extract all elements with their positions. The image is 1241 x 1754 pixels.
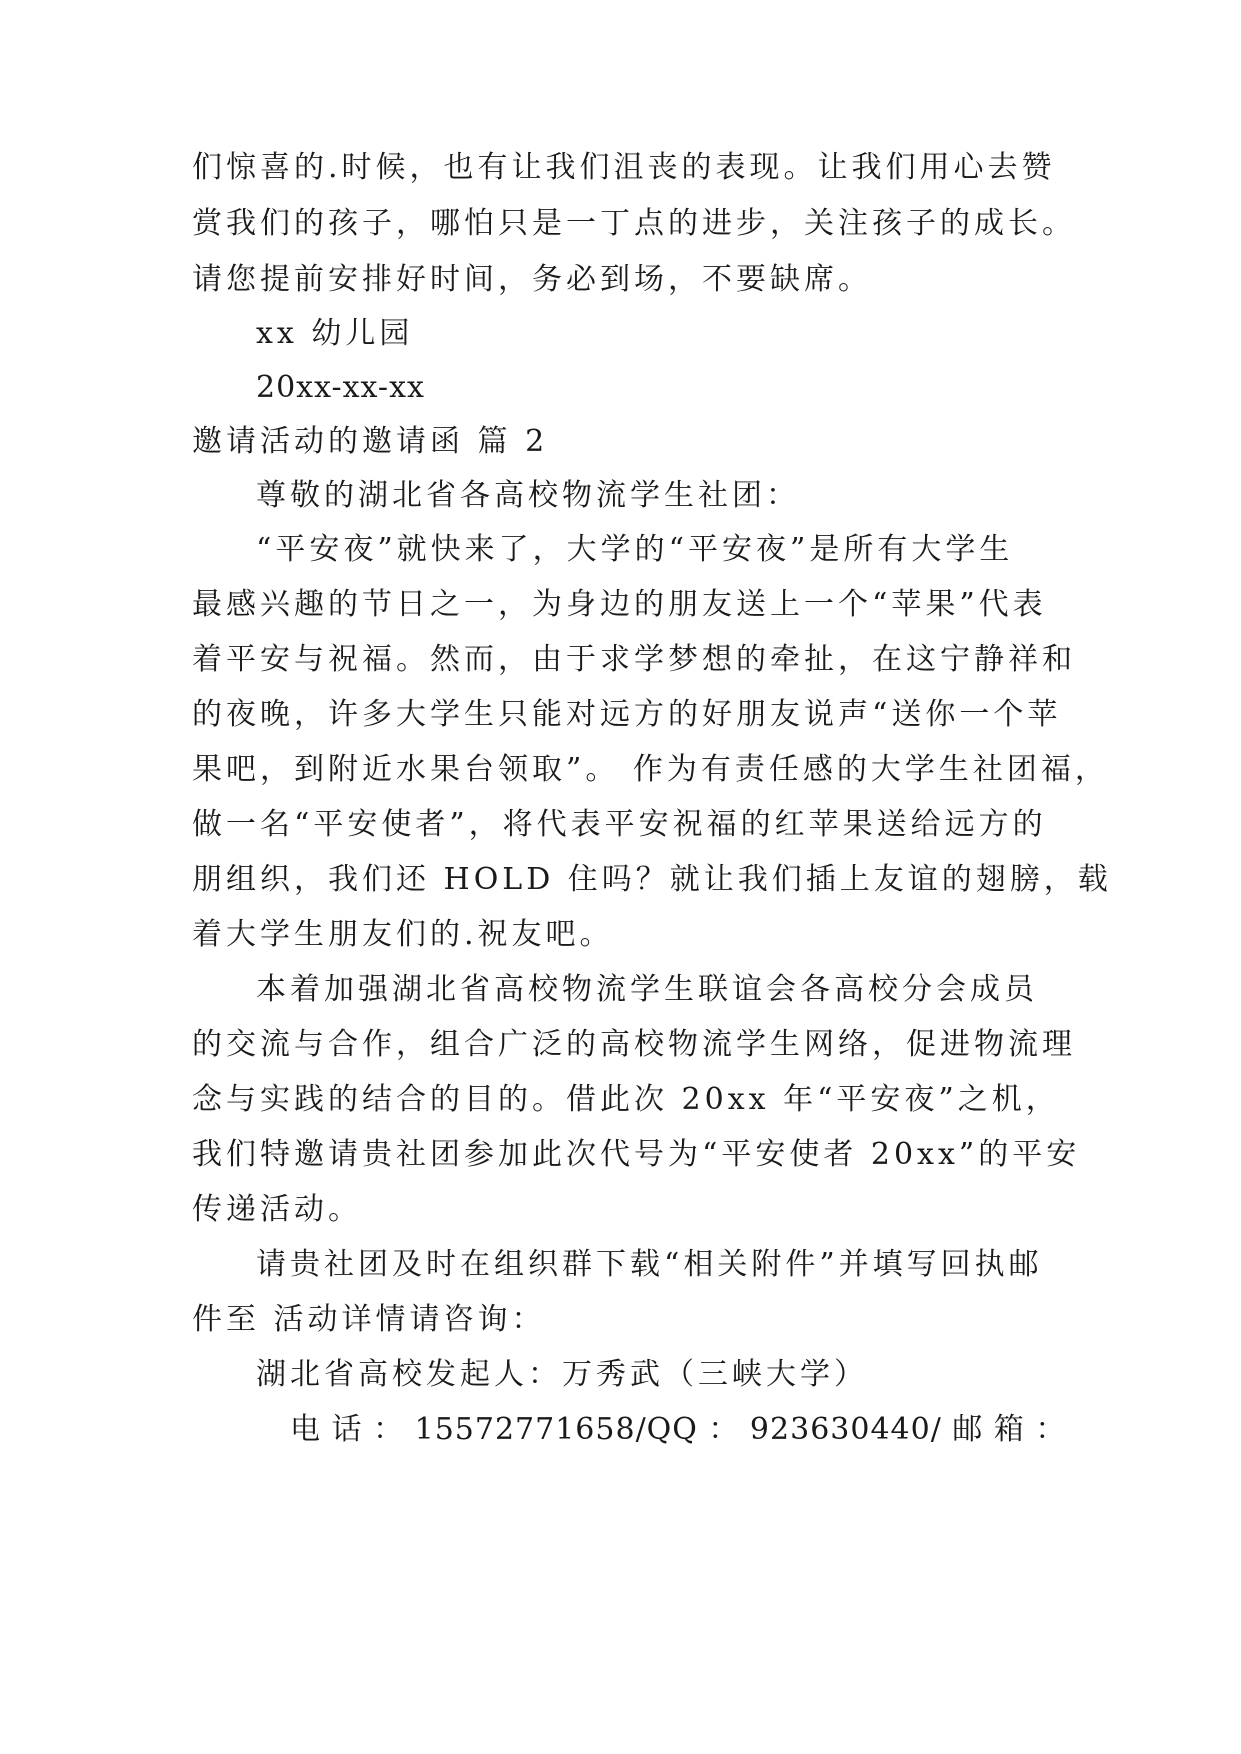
paragraph-line: 传递活动。 — [192, 1192, 362, 1227]
paragraph-line: 请贵社团及时在组织群下载“相关附件”并填写回执邮 — [256, 1247, 1043, 1282]
section-heading: 邀请活动的邀请函 篇 2 — [192, 424, 549, 459]
paragraph-line: 赏我们的孩子，哪怕只是一丁点的进步，关注孩子的成长。 — [192, 206, 1076, 241]
paragraph-line: 着平安与祝福。然而，由于求学梦想的牵扯，在这宁静祥和 — [192, 642, 1076, 677]
signature-date: 20xx-xx-xx — [256, 370, 425, 405]
contact-organizer: 湖北省高校发起人：万秀武（三峡大学） — [256, 1357, 868, 1392]
paragraph-line: 的夜晚，许多大学生只能对远方的好朋友说声“送你一个苹 — [192, 697, 1062, 732]
signature-organization: xx 幼儿园 — [256, 316, 414, 351]
paragraph-line: 本着加强湖北省高校物流学生联谊会各高校分会成员 — [256, 972, 1038, 1007]
contact-details: 电 话 ： 15572771658/QQ ： 923630440/ 邮 箱 ： — [290, 1412, 1067, 1447]
paragraph-line: 请您提前安排好时间，务必到场，不要缺席。 — [192, 262, 872, 297]
paragraph-line: 做一名“平安使者”，将代表平安祝福的红苹果送给远方的 — [192, 807, 1047, 842]
paragraph-line: 果吧，到附近水果台领取”。 作为有责任感的大学生社团福， — [192, 752, 1109, 787]
paragraph-line: 最感兴趣的节日之一，为身边的朋友送上一个“苹果”代表 — [192, 587, 1047, 622]
paragraph-line: 着大学生朋友们的.祝友吧。 — [192, 917, 614, 952]
paragraph-line: 的交流与合作，组合广泛的高校物流学生网络，促进物流理 — [192, 1027, 1076, 1062]
paragraph-line: 朋组织，我们还 HOLD 住吗？就让我们插上友谊的翅膀，载 — [192, 862, 1112, 897]
salutation: 尊敬的湖北省各高校物流学生社团： — [256, 478, 800, 513]
paragraph-line: 我们特邀请贵社团参加此次代号为“平安使者 20xx”的平安 — [192, 1137, 1081, 1172]
paragraph-line: 们惊喜的.时候，也有让我们沮丧的表现。让我们用心去赞 — [192, 150, 1056, 185]
paragraph-line: 件至 活动详情请咨询： — [192, 1302, 546, 1337]
paragraph-line: 念与实践的结合的目的。借此次 20xx 年“平安夜”之机， — [192, 1082, 1060, 1117]
paragraph-line: “平安夜”就快来了，大学的“平安夜”是所有大学生 — [256, 532, 1014, 567]
